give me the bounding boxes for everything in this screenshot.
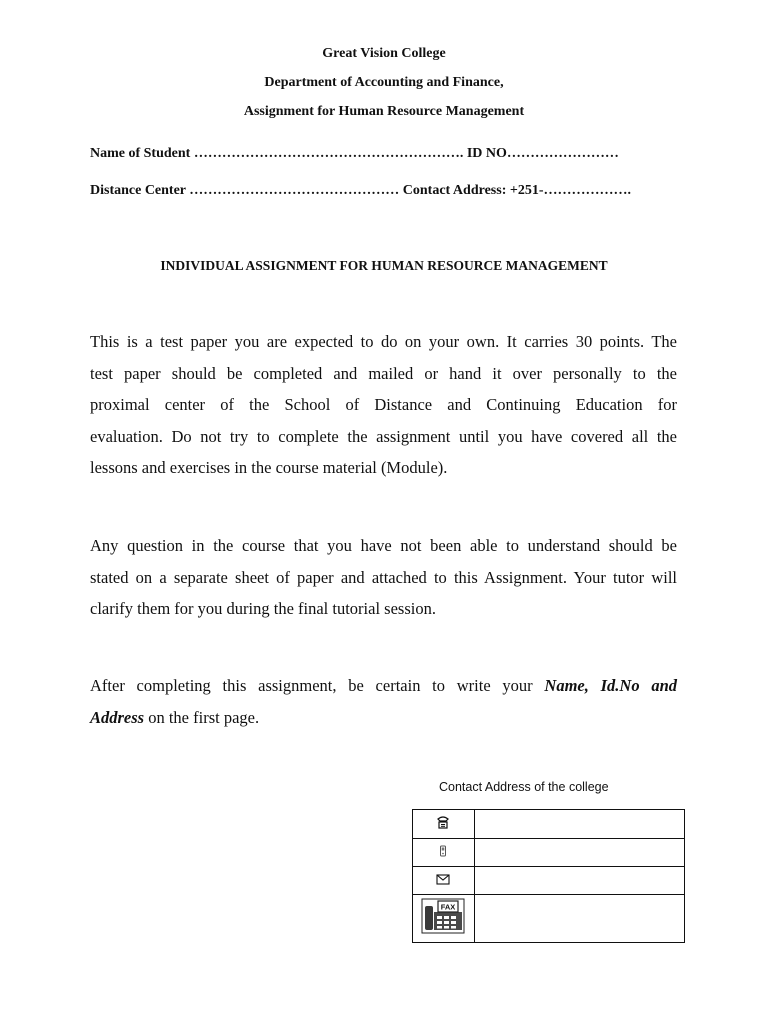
fax-machine-icon xyxy=(421,898,465,938)
paragraph-line: Any question in the course that you have not been able to understand should be xyxy=(90,536,677,555)
telephone-icon xyxy=(437,815,449,833)
contact-address-table xyxy=(412,809,685,943)
address-emphasis: Address xyxy=(90,707,145,727)
paragraph-line: test paper should be completed and mailed or hand it over personally to the xyxy=(90,363,677,383)
table-row xyxy=(413,839,685,867)
telephone-value xyxy=(474,810,684,839)
student-name-id-line: Name of Student …………………………………………………. ID NO…………………… xyxy=(90,146,619,161)
paragraph-line: proximal center of the School of Distance and Continuing Education for xyxy=(90,395,677,414)
mobile-phone-icon xyxy=(439,845,447,861)
department-name: Department of Accounting and Finance, xyxy=(264,75,504,90)
envelope-icon xyxy=(436,873,450,889)
distance-center-contact-line: Distance Center ……………………………………… Contact Address: +251-………………. xyxy=(90,183,631,198)
icon-cell xyxy=(413,839,475,867)
table-row xyxy=(413,895,685,943)
paragraph-line xyxy=(90,702,677,734)
paragraph-line: This is a test paper you are expected to do on your own. It carries 30 points. The xyxy=(90,332,677,351)
instructions-paragraph-2 xyxy=(90,530,677,625)
paragraph-line: stated on a separate sheet of paper and attached to this Assignment. Your tutor will xyxy=(90,567,677,587)
email-value xyxy=(474,867,684,895)
contact-table-caption: Contact Address of the college xyxy=(439,780,609,794)
college-name: Great Vision College xyxy=(322,46,446,61)
mobile-value xyxy=(474,839,684,867)
paragraph-text: on the first page. xyxy=(148,707,260,727)
table-row xyxy=(413,867,685,895)
icon-cell xyxy=(413,867,475,895)
assignment-title: Assignment for Human Resource Management xyxy=(243,104,525,119)
individual-assignment-heading: INDIVIDUAL ASSIGNMENT FOR HUMAN RESOURCE MANAGEMENT xyxy=(160,258,608,273)
paragraph-line xyxy=(90,670,677,702)
table-row xyxy=(413,810,685,839)
paragraph-text: After completing this assignment, be certain to write your xyxy=(90,676,533,695)
instructions-paragraph-1 xyxy=(90,326,677,484)
instructions-paragraph-3 xyxy=(90,670,677,733)
fax-value xyxy=(474,895,684,943)
svg-text:FAX: FAX xyxy=(441,902,456,912)
icon-cell xyxy=(413,810,475,839)
icon-cell xyxy=(413,895,475,943)
paragraph-line: lessons and exercises in the course material (Module). xyxy=(90,458,448,477)
paragraph-line: clarify them for you during the final tutorial session. xyxy=(90,599,436,618)
name-id-emphasis: Name, Id.No and xyxy=(544,676,678,695)
paragraph-line: evaluation. Do not try to complete the assignment until you have covered all the xyxy=(90,426,677,446)
